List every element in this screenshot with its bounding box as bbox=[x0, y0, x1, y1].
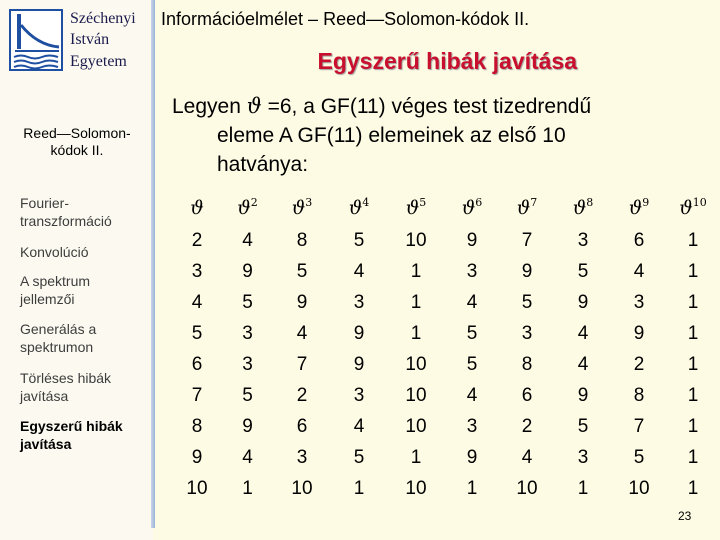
table-cell: 1 bbox=[687, 477, 699, 499]
table-cell: 9 bbox=[633, 322, 645, 344]
table-cell: 5 bbox=[466, 322, 478, 344]
table-cell: 4 bbox=[353, 415, 365, 437]
theta-symbol: ϑ bbox=[246, 94, 262, 118]
page-number: 23 bbox=[678, 509, 692, 523]
table-header-cell bbox=[387, 190, 445, 225]
table-cell: 3 bbox=[633, 291, 645, 313]
table-cell: 10 bbox=[628, 477, 650, 499]
exponent: 8 bbox=[586, 196, 594, 209]
table-row bbox=[172, 411, 719, 442]
table-cell: 5 bbox=[191, 322, 203, 344]
table-header-cell bbox=[172, 190, 222, 225]
table-cell: 4 bbox=[577, 322, 589, 344]
table-cell: 5 bbox=[577, 415, 589, 437]
table-cell: 10 bbox=[405, 384, 427, 406]
table-header-cell bbox=[611, 190, 667, 225]
theta-symbol: ϑ bbox=[291, 197, 306, 219]
table-row bbox=[172, 225, 719, 256]
table-cell: 4 bbox=[296, 322, 308, 344]
table-cell: 7 bbox=[296, 353, 308, 375]
table-cell: 2 bbox=[191, 229, 203, 251]
sidebar-item-generalas[interactable]: Generálás a spektrumon bbox=[20, 321, 97, 355]
exponent: 9 bbox=[642, 196, 650, 209]
table-cell: 1 bbox=[687, 229, 699, 251]
table-cell: 5 bbox=[353, 229, 365, 251]
theta-symbol: ϑ bbox=[190, 196, 204, 219]
table-cell: 9 bbox=[191, 446, 203, 468]
university-name-line2: István bbox=[70, 31, 110, 48]
table-cell: 5 bbox=[633, 446, 645, 468]
intro-prefix: Legyen bbox=[172, 95, 241, 118]
theta-symbol: ϑ bbox=[348, 197, 363, 219]
table-cell: 5 bbox=[521, 291, 533, 313]
table-cell: 9 bbox=[577, 291, 589, 313]
table-cell: 8 bbox=[191, 415, 203, 437]
table-cell: 1 bbox=[687, 291, 699, 313]
table-cell: 5 bbox=[242, 384, 253, 406]
theta-symbol: ϑ bbox=[572, 197, 587, 219]
table-cell: 3 bbox=[353, 291, 365, 313]
table-cell: 9 bbox=[466, 229, 478, 251]
table-cell: 1 bbox=[687, 446, 699, 468]
table-cell: 1 bbox=[466, 477, 478, 499]
table-cell: 6 bbox=[296, 415, 308, 437]
table-cell: 9 bbox=[521, 260, 533, 282]
sidebar-item-fourier[interactable]: Fourier-transzformáció bbox=[20, 195, 112, 229]
exponent: 7 bbox=[530, 196, 538, 209]
table-row bbox=[172, 287, 719, 318]
table-cell: 4 bbox=[577, 353, 589, 375]
exponent: 10 bbox=[692, 196, 707, 209]
theta-symbol: ϑ bbox=[237, 197, 251, 219]
table-cell: 8 bbox=[296, 229, 308, 251]
table-cell: 4 bbox=[242, 229, 253, 251]
table-header-cell bbox=[273, 190, 331, 225]
table-header-cell bbox=[445, 190, 499, 225]
slide-title: Egyszerű hibák javítása bbox=[317, 48, 577, 74]
exponent: 2 bbox=[250, 196, 258, 209]
table-cell: 7 bbox=[633, 415, 645, 437]
table-cell: 1 bbox=[687, 384, 699, 406]
table-cell: 3 bbox=[577, 229, 589, 251]
table-cell: 4 bbox=[242, 446, 253, 468]
university-name-line3: Egyetem bbox=[70, 53, 127, 70]
table-cell: 5 bbox=[353, 446, 365, 468]
theta-symbol: ϑ bbox=[516, 197, 531, 219]
table-cell: 9 bbox=[296, 291, 308, 313]
sidebar-item-torleses[interactable]: Törléses hibák javítása bbox=[20, 370, 112, 404]
table-cell: 5 bbox=[242, 291, 253, 313]
table-cell: 3 bbox=[242, 322, 253, 344]
table-cell: 9 bbox=[242, 415, 253, 437]
table-cell: 1 bbox=[577, 477, 589, 499]
exponent: 5 bbox=[419, 196, 427, 209]
table-row bbox=[172, 318, 719, 349]
powers-table bbox=[172, 190, 719, 504]
sidebar-item-egyszeru[interactable]: Egyszerű hibák javítása bbox=[20, 418, 123, 452]
sidebar-item-spektrum[interactable]: A spektrum jellemzői bbox=[20, 273, 91, 307]
sidebar-divider bbox=[151, 0, 155, 528]
table-cell: 9 bbox=[353, 353, 365, 375]
theta-symbol: ϑ bbox=[461, 197, 476, 219]
table-cell: 3 bbox=[466, 260, 478, 282]
table-cell: 1 bbox=[410, 446, 422, 468]
table-header-cell bbox=[331, 190, 387, 225]
table-header-cell bbox=[555, 190, 611, 225]
exponent: 6 bbox=[475, 196, 483, 209]
exponent: 3 bbox=[305, 196, 313, 209]
table-row bbox=[172, 473, 719, 504]
table-cell: 5 bbox=[466, 353, 478, 375]
table-cell: 1 bbox=[410, 260, 422, 282]
table-cell: 3 bbox=[466, 415, 478, 437]
table-header-cell bbox=[499, 190, 555, 225]
table-cell: 1 bbox=[242, 477, 253, 499]
table-cell: 7 bbox=[521, 229, 533, 251]
table-cell: 9 bbox=[242, 260, 253, 282]
table-cell: 6 bbox=[191, 353, 203, 375]
table-cell: 2 bbox=[521, 415, 533, 437]
intro-line2: eleme A GF(11) elemeinek az első 10 bbox=[217, 124, 566, 147]
table-cell: 2 bbox=[296, 384, 308, 406]
table-cell: 3 bbox=[577, 446, 589, 468]
table-cell: 1 bbox=[687, 260, 699, 282]
intro-line1-rest: =6, a GF(11) véges test tizedrendű bbox=[261, 95, 592, 118]
university-logo-icon bbox=[9, 9, 63, 71]
table-cell: 2 bbox=[633, 353, 645, 375]
table-cell: 8 bbox=[521, 353, 533, 375]
intro-line3: hatványa: bbox=[217, 153, 309, 176]
exponent: 4 bbox=[362, 196, 370, 209]
table-cell: 10 bbox=[186, 477, 208, 499]
section-title: Reed—Solomon-kódok II. bbox=[23, 125, 131, 158]
sidebar-item-konvolucio[interactable]: Konvolúció bbox=[20, 244, 89, 260]
university-name-line1: Széchenyi bbox=[70, 10, 136, 27]
table-row bbox=[172, 442, 719, 473]
sidebar bbox=[0, 0, 153, 540]
table-cell: 3 bbox=[353, 384, 365, 406]
intro-text bbox=[172, 92, 692, 179]
table-cell: 6 bbox=[633, 229, 645, 251]
table-cell: 5 bbox=[296, 260, 308, 282]
table-cell: 10 bbox=[291, 477, 313, 499]
table-cell: 10 bbox=[405, 477, 427, 499]
table-cell: 5 bbox=[577, 260, 589, 282]
table-cell: 1 bbox=[687, 322, 699, 344]
table-cell: 1 bbox=[353, 477, 365, 499]
table-cell: 10 bbox=[516, 477, 538, 499]
table-row bbox=[172, 256, 719, 287]
table-cell: 4 bbox=[633, 260, 645, 282]
table-cell: 4 bbox=[521, 446, 533, 468]
table-cell: 3 bbox=[191, 260, 203, 282]
table-cell: 9 bbox=[466, 446, 478, 468]
table-cell: 4 bbox=[466, 291, 478, 313]
header-title: Információelmélet – Reed—Solomon-kódok II. bbox=[161, 9, 530, 29]
table-row bbox=[172, 380, 719, 411]
table-row bbox=[172, 349, 719, 380]
table-cell: 9 bbox=[577, 384, 589, 406]
table-cell: 8 bbox=[633, 384, 645, 406]
table-cell: 4 bbox=[191, 291, 203, 313]
table-cell: 3 bbox=[521, 322, 533, 344]
table-cell: 4 bbox=[353, 260, 365, 282]
table-cell: 7 bbox=[191, 384, 203, 406]
table-cell: 3 bbox=[296, 446, 308, 468]
table-cell: 1 bbox=[687, 415, 699, 437]
table-cell: 10 bbox=[405, 353, 427, 375]
table-cell: 1 bbox=[410, 291, 422, 313]
table-cell: 1 bbox=[687, 353, 699, 375]
theta-symbol: ϑ bbox=[628, 197, 643, 219]
table-header-row bbox=[172, 190, 719, 225]
table-cell: 9 bbox=[353, 322, 365, 344]
table-cell: 10 bbox=[405, 415, 427, 437]
table-header-cell bbox=[667, 190, 719, 225]
table-header-cell bbox=[222, 190, 273, 225]
theta-symbol: ϑ bbox=[679, 197, 693, 219]
table-cell: 1 bbox=[410, 322, 422, 344]
table-cell: 4 bbox=[466, 384, 478, 406]
table-cell: 3 bbox=[242, 353, 253, 375]
table-cell: 6 bbox=[521, 384, 533, 406]
table-cell: 10 bbox=[405, 229, 427, 251]
theta-symbol: ϑ bbox=[405, 197, 420, 219]
